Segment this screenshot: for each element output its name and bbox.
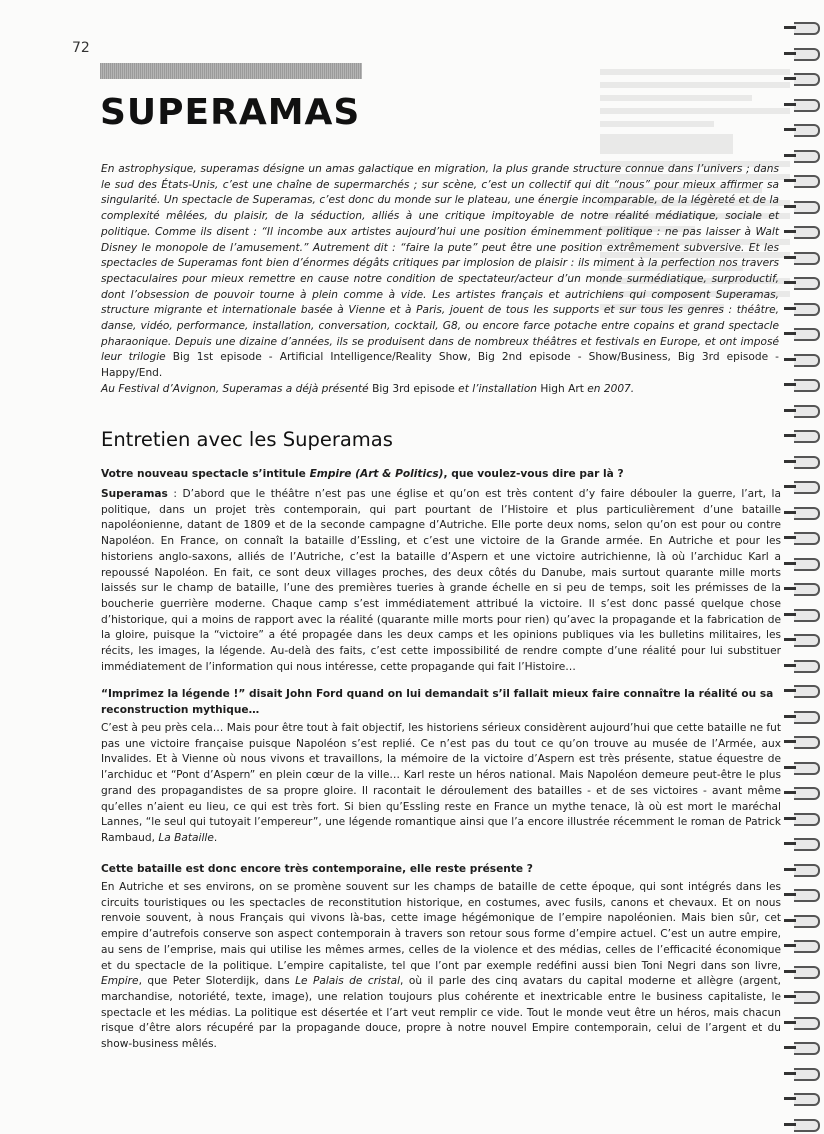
binding-ring [794,991,820,1004]
binding-ring [794,456,820,469]
binding-ring [794,583,820,596]
binding-ring [794,201,820,214]
binding-ring [794,405,820,418]
intro-work-title: Big 3rd episode [372,382,455,395]
binding-ring [794,277,820,290]
binding-ring [794,711,820,724]
binding-ring [794,864,820,877]
intro-paragraph [101,162,779,398]
binding-ring [794,915,820,928]
binding-ring [794,685,820,698]
speaker-name: Superamas [101,488,168,500]
binding-ring [794,634,820,647]
section-title: SUPERAMAS [100,92,361,133]
answer-2 [101,721,781,847]
binding-ring [794,124,820,137]
binding-ring [794,226,820,239]
binding-ring [794,150,820,163]
answer-text: . [213,831,218,844]
answer-3 [101,880,781,1053]
intro-avignon-text: et l’installation [454,382,541,395]
binding-ring [794,481,820,494]
binding-ring [794,940,820,953]
binding-ring [794,966,820,979]
question-2: “Imprimez la légende !” disait John Ford quand on lui demandait s’il fallait mieux faire connaître la réalité ou sa reconstruction mythique… [101,688,774,716]
book-title: Empire [101,975,139,988]
question-3: Cette bataille est donc encore très contemporaine, elle reste présente ? [101,863,533,875]
spiral-binding [792,0,824,1134]
intro-avignon-text: Au Festival d’Avignon, Superamas a déjà présenté [101,382,373,395]
answer-text: En Autriche et ses environs, on se promène souvent sur les champs de bataille de cette époque, qui sont intégrés dans les circuits touristiques ou les spectacles de reconstitution historique, en costumes, avec fusils, canons et chevaux. Et on nous renvoie souvent, à nous Français qui vivons là-bas, cette image hégémonique de l’empire napoléonien. Mais bien sûr, cet empire d’autrefois conserve son aspect contemporain à travers son retour sous forme d’empire actuel. C’est un autre empire, au sens de l’emprise, mais qui utilise les mêmes armes, celles de la violence et des médias, celles de l’efficacité économique et du spectacle de la politique. L’empire capitaliste, tel que l’ont par exemple redéfini aussi bien Toni Negri dans son livre, [101,881,781,972]
binding-ring [794,736,820,749]
answer-text: , où il parle des cinq avatars du capital moderne et allègre (argent, marchandise, notoriété, texte, image), une relation toujours plus cohérente et inextricable entre le business capitaliste, le spectacle et les médias. La politique est désertée et l’art veut remplir ce vide. Tout le monde veut être un héros, mais chacun risque d’être alors récupéré par la propagande douce, propre à notre nouvel Empire contemporain, celui de l’argent et du show-business mêlés. [101,975,781,1051]
interview-heading: Entretien avec les Superamas [101,428,393,451]
binding-ring [794,1093,820,1106]
answer-text: : D’abord que le théâtre n’est pas une église et qu’on est très content d’y faire débouler la guerre, l’art, la politique, dans un projet très contemporain, qui part pourtant de l’Histoire et plus particulièrement d’une bataille napoléonienne, datant de 1809 et de la seconde campagne d’Autriche. Elle porte deux noms, selon qu’on est pour ou contre Napoléon. En France, on connaît la bataille d’Essling, et c’est une victoire de la Grande armée. En Autriche et pour les historiens anglo-saxons, alliés de l’Autriche, c’est la bataille d’Aspern et une victoire autrichienne, là où l’archiduc Karl a repoussé Napoléon. En fait, ce sont deux villages proches, des deux côtés du Danube, mais surtout quarante mille morts laissés sur le champ de bataille, l’une des premières tueries à grande échelle en si peu de temps, soit les prémisses de la boucherie guerrière moderne. Chaque camp s’est immédiatement attribué la victoire. Il s’est donc passé quelque chose d’historique, qui a moins de rapport avec la réalité (quarante mille morts pour rien) qu’avec la propagande et la fabrication de la gloire, puisque la “victoire” a été propagée dans les deux camps et les opinions publiques via les bulletins militaires, les récits, les images, la légende. Au-delà des faits, c’est cette impossibilité de rendre compte d’une réalité pour lui substituer immédiatement de l’information qui nous intéresse, cette propagande qui fait l’Histoire… [101,488,781,673]
binding-ring [794,354,820,367]
binding-ring [794,22,820,35]
answer-text: C’est à peu près cela… Mais pour être tout à fait objectif, les historiens sérieux considèrent aujourd’hui que cette bataille ne fut pas une victoire française puisque Napoléon s’est replié. Ce n’est pas du tout ce qu’on trouve au musée de l’Armée, aux Invalides. Et à Vienne où nous vivons et travaillons, la mémoire de la victoire d’Aspern est très présente, statue équestre de l’archiduc et “Pont d’Aspern” en plein cœur de la ville… Karl reste un héros national. Mais Napoléon demeure peut-être le plus grand des propagandistes de sa propre gloire. Il racontait le déroulement des batailles - et de ses victoires - avant même qu’elles n’aient eu lieu, ce qui est très fort. Si bien qu’Essling reste en France un mythe tenace, là où est mort le maréchal Lannes, “le seul qui tutoyait l’empereur”, une légende romantique ainsi que l’a encore illustrée récemment le roman de Patrick Rambaud, [101,722,781,844]
binding-ring [794,379,820,392]
intro-trilogy-titles: Big 1st episode - Artificial Intelligence/Reality Show, Big 2nd episode - Show/Business, Big 3rd episode - Happy/End. [101,351,779,380]
binding-ring [794,48,820,61]
binding-ring [794,838,820,851]
binding-ring [794,558,820,571]
binding-ring [794,73,820,86]
binding-ring [794,762,820,775]
binding-ring [794,1119,820,1132]
binding-ring [794,1017,820,1030]
binding-ring [794,99,820,112]
binding-ring [794,430,820,443]
intro-text: En astrophysique, superamas désigne un amas galactique en migration, la plus grande structure connue dans l’univers ; dans le sud des États-Unis, c’est une chaîne de supermarchés ; sur scène, c’est un collectif qui dit “nous” pour mieux affirmer sa singularité. Un spectacle de Superamas, c’est donc du monde sur le plateau, une énergie incomparable, de la légèreté et de la complexité mêlées, du plaisir, de la séduction, alliés à une critique impitoyable de notre réalité médiatique, sociale et politique. Comme ils disent : “Il incombe aux artistes aujourd’hui une position éminemment politique : ne pas laisser à Walt Disney le monopole de l’amusement.” Autrement dit : “faire la pute” peut être une position extrêmement subversive. Et les spectacles de Superamas font bien d’énormes dégâts critiques par implosion de plaisir : ils miment à la perfection nos travers spectaculaires pour mieux remettre en cause notre condition de spectateur/acteur d’un monde surmédiatique, surproductif, dont l’obsession de pouvoir tourne à plein comme à vide. Les artistes français et autrichiens qui composent Superamas, structure migrante et internationale basée à Vienne et à Paris, jouent de tous les supports et sur tous les genres : théâtre, danse, vidéo, performance, installation, conversation, cocktail, G8, ou encore farce potache entre copains et grand spectacle pharaonique. Depuis une dizaine d’années, ils se produisent dans de nombreux théâtres et festivals en Europe, et ont imposé leur trilogie [101,163,779,364]
intro-work-title: High Art [540,382,584,395]
binding-ring [794,252,820,265]
page-number: 72 [72,40,90,56]
binding-ring [794,303,820,316]
binding-ring [794,787,820,800]
binding-ring [794,507,820,520]
show-title: Empire (Art & Politics) [309,468,444,480]
binding-ring [794,889,820,902]
book-title: La Bataille [158,831,214,844]
book-title: Le Palais de cristal [295,975,401,988]
binding-ring [794,532,820,545]
question-text: Votre nouveau spectacle s’intitule [101,468,310,480]
header-gray-bar [100,63,362,79]
binding-ring [794,1042,820,1055]
binding-ring [794,660,820,673]
binding-ring [794,328,820,341]
intro-avignon-text: en 2007. [583,382,635,395]
answer-text: , que Peter Sloterdijk, dans [138,975,296,988]
question-1 [101,467,781,483]
binding-ring [794,813,820,826]
answer-1 [101,487,781,675]
binding-ring [794,1068,820,1081]
binding-ring [794,609,820,622]
binding-ring [794,175,820,188]
question-text: , que voulez-vous dire par là ? [443,468,624,480]
